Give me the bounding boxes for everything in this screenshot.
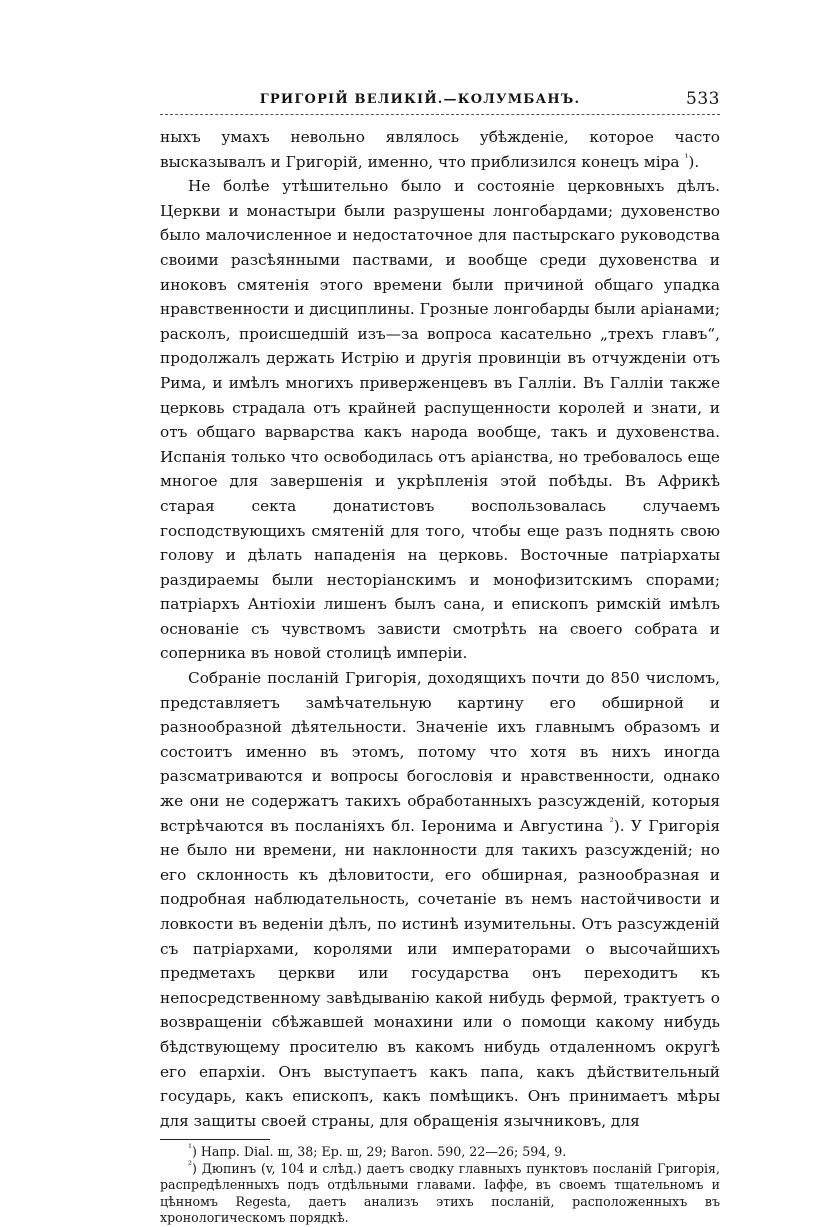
footnote xyxy=(160,1144,720,1161)
page-number: 533 xyxy=(686,89,720,109)
paragraph-text: Не болѣе утѣшительно было и состояніе церковныхъ дѣлъ. Церкви и монастыри были разрушены лонгобардами; духовенство было малочисленное и недостаточное для пастырскаго руководства своими разсѣянными паствами, и вообще среди духовенства и иноковъ смятенія этого времени были причиной общаго упадка нравственности и дисциплины. Грозные лонгобарды были аріанами; расколъ, происшедшій изъ—за вопроса касательно „трехъ главъ“, продолжалъ держать Истрію и другія провинціи въ отчужденіи отъ Рима, и имѣлъ многихъ приверженцевъ въ Галліи. Въ Галліи также церковь страдала отъ крайней распущенности королей и знати, и отъ общаго варварства какъ народа вообще, такъ и духовенства. Испанія только что освободилась отъ аріанства, но требовалось еще многое для завершенія и укрѣпленія этой побѣды. Въ Африкѣ старая секта донатистовъ воспользовалась случаемъ господствующихъ смятеній для того, чтобы еще разъ поднять свою голову и дѣлать нападенія на церковь. Восточные патріархаты раздираемы были несторіанскимъ и монофизитскимъ спорами; патріархъ Антіохіи лишенъ былъ сана, и епископъ римскій имѣлъ основаніе съ чувствомъ зависти смотрѣть на своего собрата и соперника въ новой столицѣ имперіи. xyxy=(160,177,720,663)
footnote-text: ) Напр. Dial. ш, 38; Ер. ш, 29; Baron. 590, 22—26; 594, 9. xyxy=(192,1144,567,1160)
book-page xyxy=(160,88,720,1227)
running-header xyxy=(160,88,720,115)
paragraph-text-continued: ). У Григорія не было ни времени, ни наклонности для такихъ разсужденій; но его склонность къ дѣловитости, его обширная, разнообразная и подробная наблюдательность, сочетаніе въ немъ настойчивости и ловкости въ веденіи дѣлъ, по истинѣ изумительны. Отъ разсужденій съ патріархами, королями или императорами о высочайшихъ предметахъ церкви или государства онъ переходитъ къ непосредственному завѣдыванію какой нибудь фермой, трактуетъ о возвращеніи сбѣжавшей монахини или о помощи какому нибудь бѣдствующему просителю въ какомъ нибудь отдаленномъ округѣ его епархіи. Онъ выступаетъ какъ папа, какъ дѣйствительный государь, какъ епископъ, какъ помѣщикъ. Онъ принимаетъ мѣры для защиты своей страны, для обращенія язычниковъ, для xyxy=(160,816,720,1130)
footnote-text: ) Дюпинъ (v, 104 и слѣд.) даетъ сводку главныхъ пунктовъ посланій Григорія, распредѣленныхъ подъ отдѣльными главами. Іаффе, въ своемъ тщательномъ и цѣнномъ Regesta, даетъ анализъ этихъ посланій, расположенныхъ въ хронологическомъ порядкѣ. xyxy=(160,1160,720,1226)
paragraph xyxy=(160,174,720,666)
paragraph-text-continued: ). xyxy=(688,152,700,171)
paragraph xyxy=(160,666,720,1133)
footnote-divider xyxy=(160,1139,270,1140)
footnote-ref: ¹ xyxy=(684,152,689,164)
paragraph-text: Собраніе посланій Григорія, доходящихъ почти до 850 числомъ, представляетъ замѣчательную картину его обширной и разнообразной дѣятельности. Значеніе ихъ главнымъ образомъ и состоитъ именно въ этомъ, потому что хотя въ нихъ иногда разсматриваются и вопросы богословія и нравственности, однако же они не содержатъ такихъ обработанныхъ разсужденій, которыя встрѣчаются въ посланіяхъ бл. Іеронима и Августина xyxy=(160,669,720,835)
paragraph xyxy=(160,125,720,174)
footnote-ref: ² xyxy=(609,816,614,828)
footnotes xyxy=(160,1144,720,1227)
footnote xyxy=(160,1161,720,1227)
paragraph-text: ныхъ умахъ невольно являлось убѣжденіе, которое часто высказывалъ и Григорій, именно, что приблизился конецъ міра xyxy=(160,128,720,171)
running-title: ГРИГОРІЙ ВЕЛИКІЙ.—КОЛУМБАНЪ. xyxy=(259,92,581,107)
footnote-mark: ² xyxy=(188,1159,193,1171)
footnote-mark: ¹ xyxy=(188,1143,193,1155)
main-text xyxy=(160,125,720,1133)
